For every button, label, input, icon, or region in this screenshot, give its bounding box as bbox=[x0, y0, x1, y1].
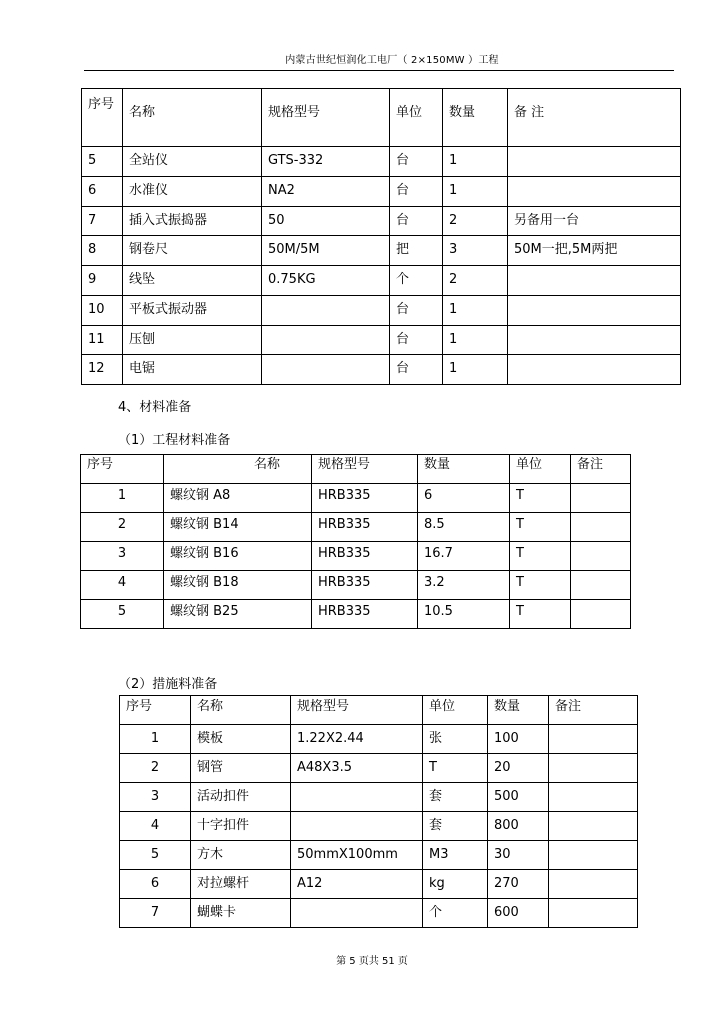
measure-materials-table bbox=[119, 695, 638, 928]
cell-qty: 1 bbox=[443, 355, 508, 385]
table-row bbox=[82, 295, 681, 325]
section-heading-materials: 4、材料准备 bbox=[118, 400, 192, 415]
cell-name: 电锯 bbox=[123, 355, 262, 385]
cell-seq: 3 bbox=[120, 783, 191, 812]
header-cell: 单位 bbox=[423, 696, 488, 725]
equipment-table bbox=[81, 88, 681, 385]
cell-name: 活动扣件 bbox=[191, 783, 291, 812]
cell-name: 平板式振动器 bbox=[123, 295, 262, 325]
cell-spec: HRB335 bbox=[312, 484, 418, 513]
cell-seq: 1 bbox=[120, 725, 191, 754]
cell-name: 全站仪 bbox=[123, 147, 262, 177]
cell-qty: 1 bbox=[443, 176, 508, 206]
cell-name: 螺纹钢 B16 bbox=[164, 542, 312, 571]
cell-note bbox=[571, 542, 631, 571]
cell-name: 插入式振捣器 bbox=[123, 206, 262, 236]
cell-unit: T bbox=[423, 754, 488, 783]
section-heading-engineering-materials: （1）工程材料准备 bbox=[118, 433, 231, 448]
cell-qty: 1 bbox=[443, 295, 508, 325]
cell-unit: 台 bbox=[390, 355, 443, 385]
cell-qty: 8.5 bbox=[418, 513, 510, 542]
cell-seq: 5 bbox=[120, 841, 191, 870]
table-row bbox=[81, 571, 631, 600]
cell-unit: 台 bbox=[390, 176, 443, 206]
cell-seq: 4 bbox=[81, 571, 164, 600]
cell-spec: 0.75KG bbox=[262, 266, 390, 296]
cell-seq: 12 bbox=[82, 355, 123, 385]
cell-seq: 5 bbox=[81, 600, 164, 629]
cell-qty: 270 bbox=[488, 870, 549, 899]
cell-seq: 7 bbox=[120, 899, 191, 928]
cell-spec: A12 bbox=[291, 870, 423, 899]
cell-unit: kg bbox=[423, 870, 488, 899]
cell-seq: 8 bbox=[82, 236, 123, 266]
table-header-row bbox=[120, 696, 638, 725]
cell-qty: 3.2 bbox=[418, 571, 510, 600]
cell-qty: 2 bbox=[443, 206, 508, 236]
cell-name: 钢管 bbox=[191, 754, 291, 783]
cell-name: 对拉螺杆 bbox=[191, 870, 291, 899]
cell-unit: T bbox=[510, 484, 571, 513]
header-cell: 规格型号 bbox=[312, 455, 418, 484]
cell-seq: 6 bbox=[82, 176, 123, 206]
cell-note bbox=[508, 176, 681, 206]
cell-note bbox=[508, 325, 681, 355]
cell-qty: 20 bbox=[488, 754, 549, 783]
cell-unit: 台 bbox=[390, 147, 443, 177]
cell-seq: 11 bbox=[82, 325, 123, 355]
header-divider bbox=[84, 70, 674, 71]
table-row bbox=[82, 147, 681, 177]
cell-seq: 1 bbox=[81, 484, 164, 513]
cell-note bbox=[508, 147, 681, 177]
cell-note bbox=[571, 571, 631, 600]
cell-qty: 6 bbox=[418, 484, 510, 513]
table-row bbox=[82, 206, 681, 236]
cell-spec: 50M/5M bbox=[262, 236, 390, 266]
table-row bbox=[82, 176, 681, 206]
header-cell: 单位 bbox=[510, 455, 571, 484]
cell-spec bbox=[262, 295, 390, 325]
cell-seq: 6 bbox=[120, 870, 191, 899]
cell-unit: 把 bbox=[390, 236, 443, 266]
cell-note bbox=[571, 513, 631, 542]
cell-seq: 2 bbox=[120, 754, 191, 783]
cell-note bbox=[549, 841, 638, 870]
cell-name: 方木 bbox=[191, 841, 291, 870]
cell-name: 螺纹钢 B25 bbox=[164, 600, 312, 629]
cell-spec: GTS-332 bbox=[262, 147, 390, 177]
header-cell: 序号 bbox=[82, 89, 123, 147]
cell-note bbox=[549, 812, 638, 841]
cell-qty: 1 bbox=[443, 147, 508, 177]
cell-note bbox=[549, 783, 638, 812]
cell-note bbox=[549, 725, 638, 754]
cell-spec: 50 bbox=[262, 206, 390, 236]
table-row bbox=[120, 870, 638, 899]
cell-unit: 个 bbox=[390, 266, 443, 296]
cell-qty: 3 bbox=[443, 236, 508, 266]
cell-note bbox=[549, 754, 638, 783]
page-header: 内蒙古世纪恒润化工电厂（ 2×150MW ）工程 bbox=[285, 55, 499, 66]
cell-unit: T bbox=[510, 513, 571, 542]
cell-spec: A48X3.5 bbox=[291, 754, 423, 783]
cell-spec bbox=[262, 325, 390, 355]
cell-name: 螺纹钢 B18 bbox=[164, 571, 312, 600]
cell-qty: 2 bbox=[443, 266, 508, 296]
table-row bbox=[120, 812, 638, 841]
header-cell: 数量 bbox=[443, 89, 508, 147]
cell-seq: 5 bbox=[82, 147, 123, 177]
cell-spec: HRB335 bbox=[312, 542, 418, 571]
header-cell: 规格型号 bbox=[291, 696, 423, 725]
table-row bbox=[81, 484, 631, 513]
cell-name: 线坠 bbox=[123, 266, 262, 296]
cell-unit: T bbox=[510, 571, 571, 600]
cell-note bbox=[508, 355, 681, 385]
cell-qty: 1 bbox=[443, 325, 508, 355]
cell-qty: 16.7 bbox=[418, 542, 510, 571]
table-row bbox=[81, 600, 631, 629]
cell-spec: HRB335 bbox=[312, 600, 418, 629]
table-row bbox=[120, 841, 638, 870]
header-cell: 名称 bbox=[164, 455, 312, 484]
table-row bbox=[120, 725, 638, 754]
cell-note bbox=[508, 266, 681, 296]
header-cell: 规格型号 bbox=[262, 89, 390, 147]
cell-name: 十字扣件 bbox=[191, 812, 291, 841]
header-cell: 序号 bbox=[81, 455, 164, 484]
cell-qty: 800 bbox=[488, 812, 549, 841]
header-cell: 数量 bbox=[488, 696, 549, 725]
cell-unit: T bbox=[510, 542, 571, 571]
cell-spec: 1.22X2.44 bbox=[291, 725, 423, 754]
cell-note bbox=[549, 899, 638, 928]
table-row bbox=[120, 899, 638, 928]
cell-seq: 9 bbox=[82, 266, 123, 296]
cell-note: 另备用一台 bbox=[508, 206, 681, 236]
cell-spec bbox=[291, 783, 423, 812]
cell-qty: 10.5 bbox=[418, 600, 510, 629]
cell-spec: HRB335 bbox=[312, 513, 418, 542]
cell-spec bbox=[291, 812, 423, 841]
cell-seq: 2 bbox=[81, 513, 164, 542]
header-cell: 序号 bbox=[120, 696, 191, 725]
cell-spec: NA2 bbox=[262, 176, 390, 206]
section-heading-measure-materials: （2）措施料准备 bbox=[118, 677, 218, 692]
cell-unit: 台 bbox=[390, 295, 443, 325]
cell-seq: 3 bbox=[81, 542, 164, 571]
cell-note bbox=[571, 600, 631, 629]
table-header-row bbox=[81, 455, 631, 484]
engineering-materials-table bbox=[80, 454, 631, 629]
table-header-row bbox=[82, 89, 681, 147]
table-row bbox=[120, 783, 638, 812]
cell-note bbox=[571, 484, 631, 513]
table-row bbox=[120, 754, 638, 783]
cell-name: 蝴蝶卡 bbox=[191, 899, 291, 928]
cell-name: 螺纹钢 A8 bbox=[164, 484, 312, 513]
cell-note: 50M一把,5M两把 bbox=[508, 236, 681, 266]
table-row bbox=[81, 513, 631, 542]
cell-unit: 套 bbox=[423, 783, 488, 812]
table-row bbox=[81, 542, 631, 571]
cell-note bbox=[508, 295, 681, 325]
cell-spec: 50mmX100mm bbox=[291, 841, 423, 870]
table-row bbox=[82, 355, 681, 385]
cell-unit: 套 bbox=[423, 812, 488, 841]
cell-name: 模板 bbox=[191, 725, 291, 754]
cell-unit: 个 bbox=[423, 899, 488, 928]
cell-spec: HRB335 bbox=[312, 571, 418, 600]
header-cell: 单位 bbox=[390, 89, 443, 147]
cell-name: 钢卷尺 bbox=[123, 236, 262, 266]
cell-seq: 7 bbox=[82, 206, 123, 236]
cell-name: 水准仪 bbox=[123, 176, 262, 206]
page-footer: 第 5 页共 51 页 bbox=[336, 956, 408, 967]
cell-qty: 100 bbox=[488, 725, 549, 754]
cell-seq: 10 bbox=[82, 295, 123, 325]
header-cell: 备注 bbox=[571, 455, 631, 484]
cell-seq: 4 bbox=[120, 812, 191, 841]
cell-unit: 张 bbox=[423, 725, 488, 754]
table-row bbox=[82, 325, 681, 355]
cell-spec bbox=[291, 899, 423, 928]
cell-note bbox=[549, 870, 638, 899]
cell-unit: M3 bbox=[423, 841, 488, 870]
header-cell: 数量 bbox=[418, 455, 510, 484]
header-cell: 备 注 bbox=[508, 89, 681, 147]
cell-name: 螺纹钢 B14 bbox=[164, 513, 312, 542]
cell-unit: T bbox=[510, 600, 571, 629]
table-row bbox=[82, 266, 681, 296]
cell-qty: 30 bbox=[488, 841, 549, 870]
table-row bbox=[82, 236, 681, 266]
cell-name: 压刨 bbox=[123, 325, 262, 355]
header-cell: 名称 bbox=[191, 696, 291, 725]
cell-unit: 台 bbox=[390, 206, 443, 236]
cell-unit: 台 bbox=[390, 325, 443, 355]
header-cell: 备注 bbox=[549, 696, 638, 725]
header-cell: 名称 bbox=[123, 89, 262, 147]
cell-qty: 600 bbox=[488, 899, 549, 928]
cell-spec bbox=[262, 355, 390, 385]
cell-qty: 500 bbox=[488, 783, 549, 812]
